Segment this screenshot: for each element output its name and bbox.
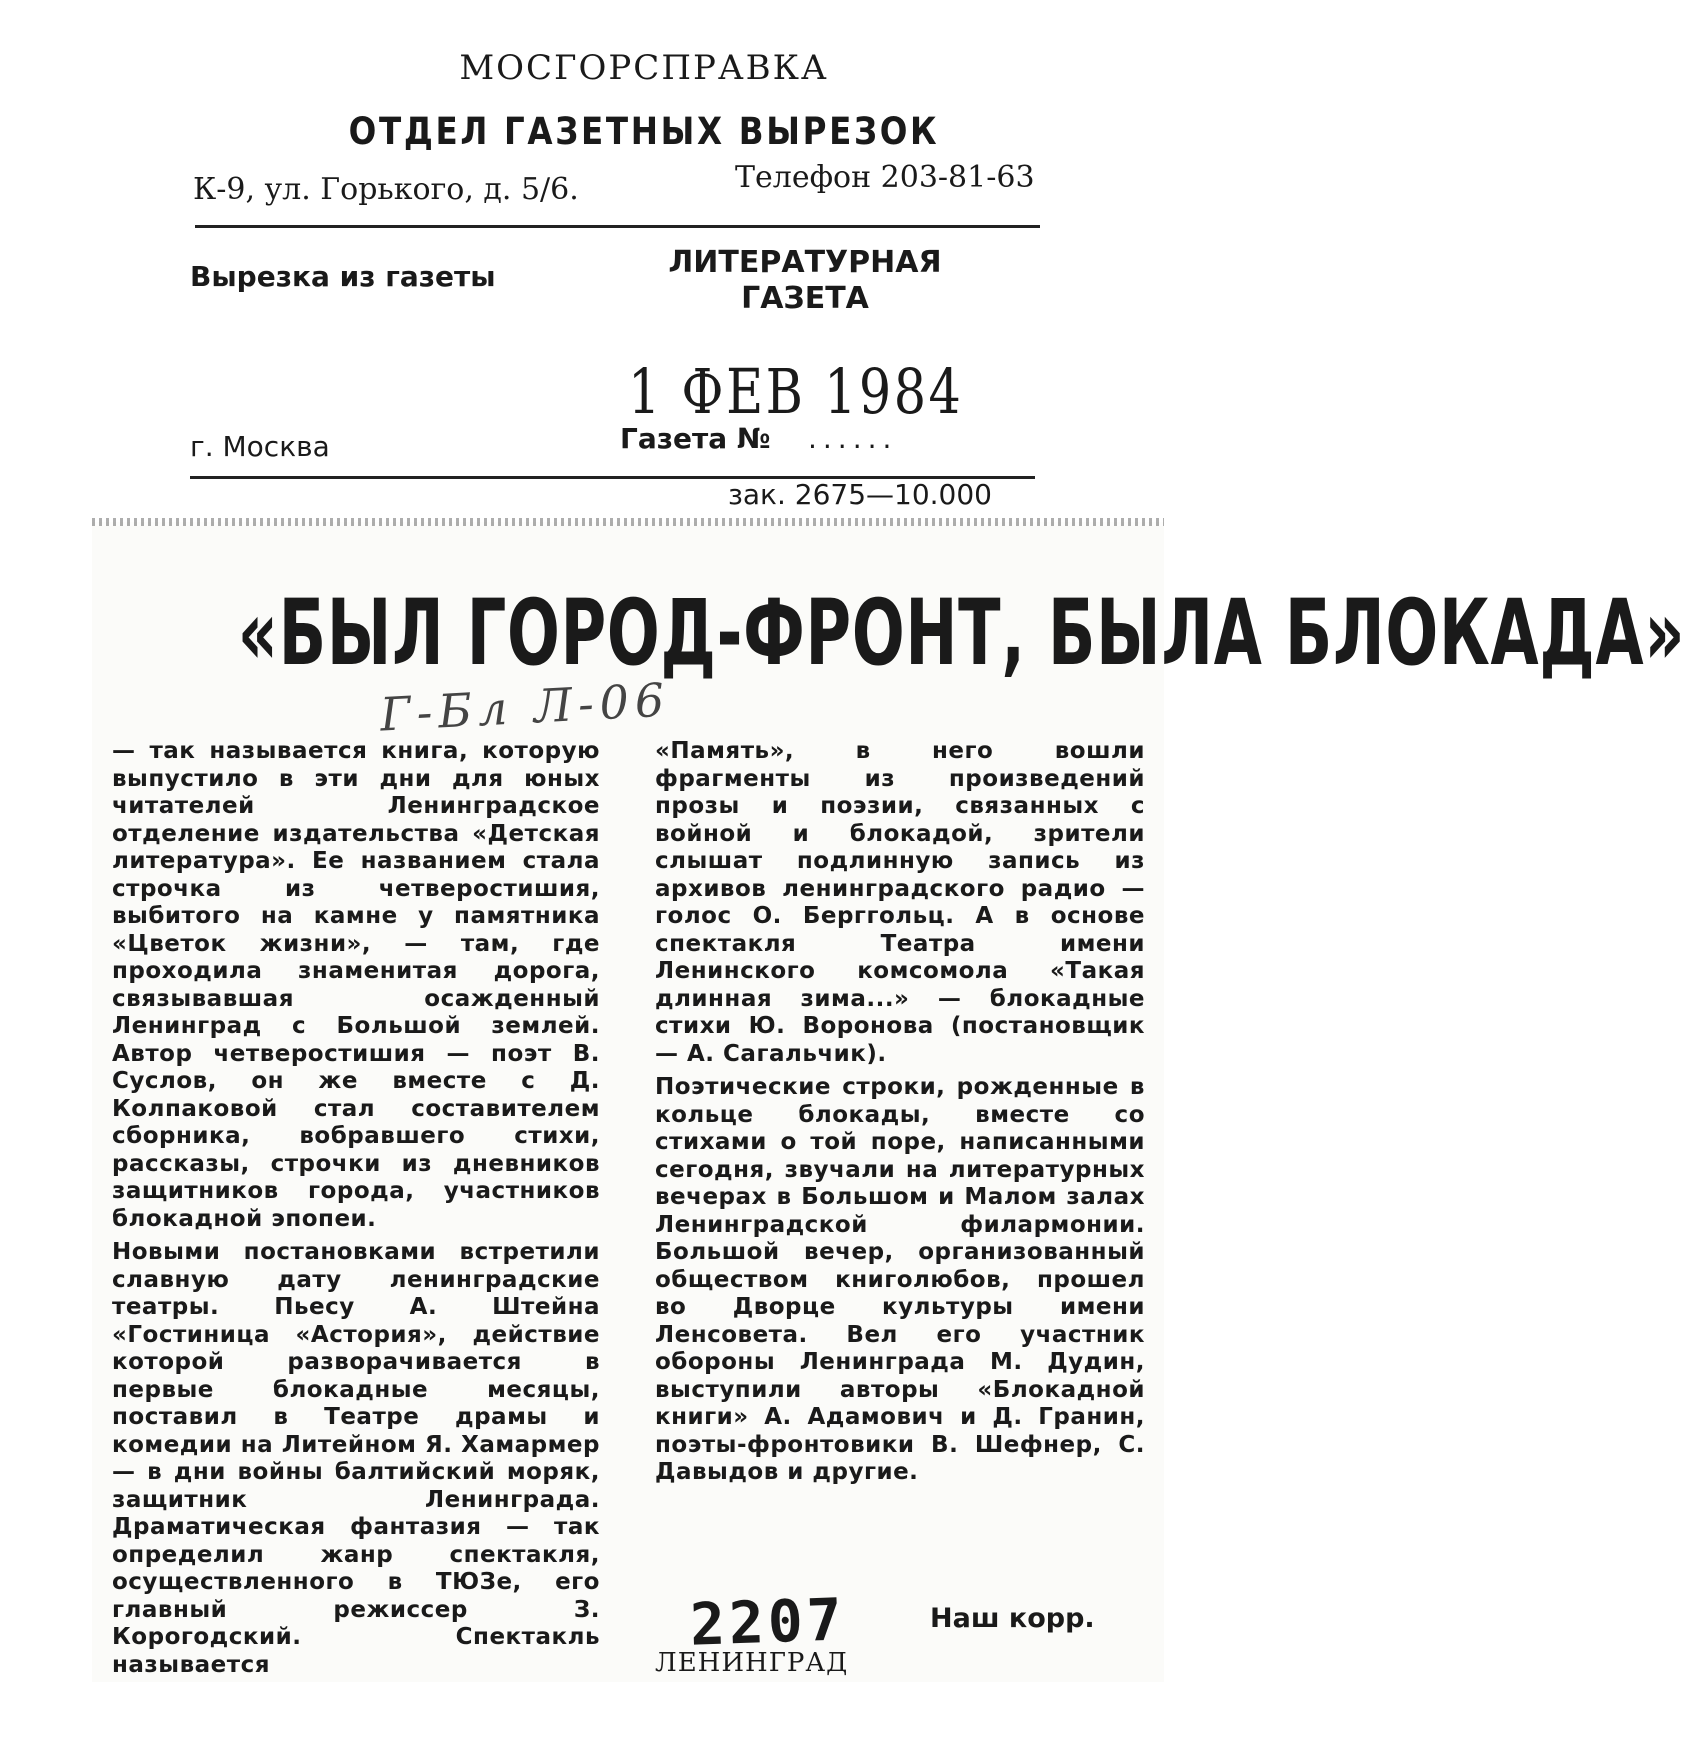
byline-city: ЛЕНИНГРАД	[655, 1648, 849, 1678]
phone-number: Телефон 203-81-63	[735, 160, 1035, 195]
department-name: ОТДЕЛ ГАЗЕТНЫХ ВЫРЕЗОК	[348, 110, 940, 153]
handwritten-number: 2207	[688, 1585, 847, 1659]
article-paragraph: «Память», в него вошли фрагменты из произведений прозы и поэзии, связанных с войной и блокадой, зрители слышат подлинную запись из архивов ленинградского радио — голос О. Берггольц. А в основе спектакля Театра имени Ленинского комсомола «Такая длинная зима...» — блокадные стихи Ю. Воронова (постановщик — А. Сагальчик).	[655, 738, 1145, 1067]
header-divider-top	[195, 225, 1040, 228]
city-label: г. Москва	[190, 430, 330, 463]
article-paragraph: — так называется книга, которую выпустило в эти дни для юных читателей Ленинградское отделение издательства «Детская литература». Ее названием стала строчка из четверостишия, выбитого на камне у памятника «Цветок жизни», — там, где проходила знаменитая дорога, связывавшая осажденный Ленинград с Большой землей. Автор четверостишия — поэт В. Суслов, он же вместе с Д. Колпаковой стал составителем сборника, вобравшего стихи, рассказы, строчки из дневников защитников города, участников блокадной эпопеи.	[112, 738, 600, 1232]
newspaper-name: ЛИТЕРАТУРНАЯ ГАЗЕТА	[668, 245, 942, 316]
source-label: Вырезка из газеты	[190, 260, 496, 293]
article-column-right	[655, 738, 1145, 1493]
article-headline: «БЫЛ ГОРОД-ФРОНТ, БЫЛА БЛОКАДА»	[237, 580, 1685, 686]
article-paragraph: Поэтические строки, рожденные в кольце блокады, вместе со стихами о той поре, написанными сегодня, звучали на литературных вечерах в Большом и Малом залах Ленинградской филармонии. Большой вечер, организованный обществом книголюбов, прошел во Дворце культуры имени Ленсовета. Вел его участник обороны Ленинграда М. Дудин, выступили авторы «Блокадной книги» А. Адамович и Д. Гранин, поэты-фронтовики В. Шефнер, С. Давыдов и другие.	[655, 1074, 1145, 1485]
order-number: зак. 2675—10.000	[728, 478, 992, 511]
date-stamp: 1 ФЕВ 1984	[628, 355, 964, 428]
handwritten-annotation: Г-Бл Л-06	[378, 672, 672, 742]
address: К-9, ул. Горького, д. 5/6.	[193, 172, 579, 207]
paper-number-value: ......	[808, 422, 898, 455]
organization-name: МОСГОРСПРАВКА	[459, 48, 829, 88]
byline: Наш корр.	[930, 1603, 1095, 1634]
clipping-torn-edge	[92, 518, 1164, 526]
article-paragraph: Новыми постановками встретили славную дату ленинградские театры. Пьесу А. Штейна «Гостиница «Астория», действие которой разворачивается в первые блокадные месяцы, поставил в Театре драмы и комедии на Литейном Я. Хамармер — в дни войны балтийский моряк, защитник Ленинграда. Драматическая фантазия — так определил жанр спектакля, осуществленного в ТЮЗе, его главный режиссер З. Корогодский. Спектакль называется	[112, 1239, 600, 1678]
paper-number-label: Газета №	[620, 422, 771, 455]
article-column-left	[112, 738, 600, 1685]
